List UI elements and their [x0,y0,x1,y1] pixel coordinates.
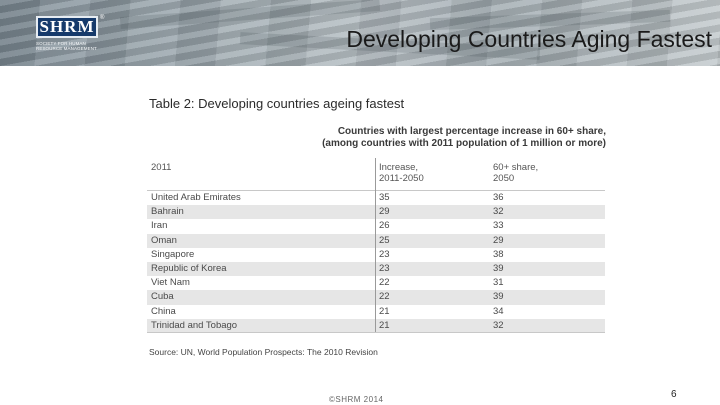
row-increase: 23 [379,262,390,274]
header-banner [0,0,720,66]
table-row [147,205,605,219]
caption-line-1: Countries with largest percentage increase in 60+ share, [337,126,606,137]
row-share: 39 [493,262,504,274]
table-row [147,290,605,304]
slide-title: Developing Countries Aging Fastest [346,26,712,52]
table-row [147,248,605,262]
row-share: 31 [493,277,504,289]
table-bottom-rule [147,332,605,333]
header-increase-line1: Increase, [379,162,419,173]
row-increase: 35 [379,192,390,203]
row-share: 39 [493,291,504,303]
banner-texture [120,0,380,29]
row-country: Bahrain [151,206,184,218]
row-country: Singapore [151,248,195,260]
table-row [147,276,605,290]
row-share: 36 [493,192,504,203]
table-row [147,234,605,248]
row-increase: 23 [379,248,390,260]
logo-registered-mark: ® [100,15,105,21]
table-column-divider [375,158,376,333]
table-row [147,305,605,319]
header-share-line2: 2050 [493,173,515,184]
row-share: 38 [493,248,504,260]
row-country: Iran [151,220,168,232]
row-country: China [151,305,176,317]
row-increase: 21 [379,319,390,331]
row-country: Viet Nam [151,277,190,289]
row-increase: 25 [379,234,390,246]
row-share: 32 [493,206,504,218]
row-country: Republic of Korea [151,262,227,274]
table-row [147,319,605,333]
row-increase: 21 [379,305,390,317]
header-increase [379,162,479,184]
row-share: 34 [493,305,504,317]
row-country: United Arab Emirates [151,192,241,203]
row-country: Trinidad and Tobago [151,319,238,331]
caption-line-2: (among countries with 2011 population of 1 million or more) [322,138,606,149]
table-row [147,219,605,233]
table-row [147,191,605,205]
table-source: Source: UN, World Population Prospects: The 2010 Revision [149,347,378,357]
row-share: 32 [493,319,504,331]
data-table [147,157,605,333]
row-increase: 22 [379,291,390,303]
table-row [147,262,605,276]
table-caption [276,126,606,150]
page-number: 6 [671,389,677,400]
row-country: Cuba [151,291,174,303]
row-increase: 22 [379,277,390,289]
header-share [493,162,593,184]
row-country: Oman [151,234,177,246]
shrm-logo: SHRM [36,16,98,38]
row-increase: 26 [379,220,390,232]
row-increase: 29 [379,206,390,218]
table-body [147,191,605,333]
header-increase-line2: 2011-2050 [379,173,424,184]
table-header [147,157,605,191]
row-share: 29 [493,234,504,246]
header-year: 2011 [151,162,172,173]
table-title: Table 2: Developing countries ageing fastest [149,96,405,111]
row-share: 33 [493,220,504,232]
logo-subtitle: SOCIETY FOR HUMAN RESOURCE MANAGEMENT [36,41,97,51]
copyright-footer: ©SHRM 2014 [329,395,384,404]
header-share-line1: 60+ share, [493,162,539,173]
